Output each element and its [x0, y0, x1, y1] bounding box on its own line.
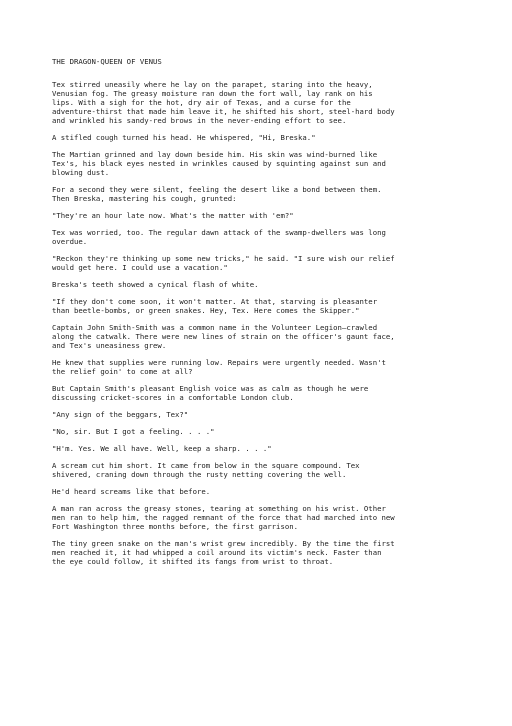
- text-line: Then Breska, mastering his cough, grunted:: [52, 194, 237, 203]
- text-line: Tex stirred uneasily where he lay on the parapet, staring into the heavy,: [52, 80, 373, 89]
- text-line: But Captain Smith's pleasant English voice was as calm as though he were: [52, 384, 369, 393]
- paragraph-list: [52, 80, 472, 566]
- text-line: "They're an hour late now. What's the matter with 'em?": [52, 211, 294, 220]
- paragraph: [52, 539, 472, 566]
- text-line: "Any sign of the beggars, Tex?": [52, 410, 189, 419]
- paragraph: [52, 384, 472, 402]
- text-line: overdue.: [52, 237, 88, 246]
- text-line: "Reckon they're thinking up some new tricks," he said. "I sure wish our relief: [52, 254, 395, 263]
- text-line: discussing cricket-scores in a comfortable London club.: [52, 393, 294, 402]
- text-line: than beetle-bombs, or green snakes. Hey, Tex. Here comes the Skipper.": [52, 306, 360, 315]
- paragraph: [52, 444, 472, 453]
- text-line: lips. With a sigh for the hot, dry air of Texas, and a curse for the: [52, 98, 351, 107]
- text-line: and wrinkled his sandy-red brows in the never-ending effort to see.: [52, 116, 347, 125]
- text-line: Tex was worried, too. The regular dawn attack of the swamp-dwellers was long: [52, 228, 386, 237]
- paragraph: [52, 185, 472, 203]
- text-line: along the catwalk. There were new lines of strain on the officer's gaunt face,: [52, 332, 395, 341]
- text-line: A scream cut him short. It came from below in the square compound. Tex: [52, 461, 360, 470]
- text-line: adventure-thirst that made him leave it, he shifted his short, steel-hard body: [52, 107, 395, 116]
- text-line: "If they don't come soon, it won't matter. At that, starving is pleasanter: [52, 297, 378, 306]
- paragraph: [52, 358, 472, 376]
- text-line: A man ran across the greasy stones, tearing at something on his wrist. Other: [52, 504, 386, 513]
- text-line: Fort Washington three months before, the first garrison.: [52, 522, 299, 531]
- text-line: men reached it, it had whipped a coil around its victim's neck. Faster than: [52, 548, 382, 557]
- paragraph: [52, 297, 472, 315]
- text-line: "H'm. Yes. We all have. Well, keep a sharp. . . .": [52, 444, 272, 453]
- paragraph: [52, 504, 472, 531]
- text-line: The Martian grinned and lay down beside him. His skin was wind-burned like: [52, 150, 378, 159]
- paragraph: [52, 410, 472, 419]
- paragraph: [52, 211, 472, 220]
- paragraph: [52, 280, 472, 289]
- document-body: [52, 57, 472, 574]
- text-line: men ran to help him, the ragged remnant of the force that had marched into new: [52, 513, 395, 522]
- text-line: shivered, craning down through the rusty netting covering the well.: [52, 470, 347, 479]
- text-line: the eye could follow, it shifted its fangs from wrist to throat.: [52, 557, 334, 566]
- paragraph: [52, 80, 472, 125]
- document-title: THE DRAGON-QUEEN OF VENUS: [52, 57, 162, 66]
- paragraph: [52, 427, 472, 436]
- text-line: A stifled cough turned his head. He whispered, "Hi, Breska.": [52, 133, 316, 142]
- text-line: Tex's, his black eyes nested in wrinkles caused by squinting against sun and: [52, 159, 386, 168]
- paragraph: [52, 254, 472, 272]
- paragraph: [52, 150, 472, 177]
- paragraph: [52, 323, 472, 350]
- paragraph: [52, 228, 472, 246]
- text-line: For a second they were silent, feeling the desert like a bond between them.: [52, 185, 382, 194]
- text-line: blowing dust.: [52, 168, 110, 177]
- paragraph: [52, 487, 472, 496]
- text-line: and Tex's uneasiness grew.: [52, 341, 167, 350]
- text-line: Breska's teeth showed a cynical flash of white.: [52, 280, 259, 289]
- text-line: would get here. I could use a vacation.": [52, 263, 228, 272]
- text-line: The tiny green snake on the man's wrist grew incredibly. By the time the first: [52, 539, 395, 548]
- text-line: Venusian fog. The greasy moisture ran down the fort wall, lay rank on his: [52, 89, 373, 98]
- text-line: "No, sir. But I got a feeling. . . .": [52, 427, 215, 436]
- text-line: He'd heard screams like that before.: [52, 487, 211, 496]
- text-line: the relief goin' to come at all?: [52, 367, 193, 376]
- paragraph: [52, 461, 472, 479]
- paragraph: [52, 133, 472, 142]
- text-line: He knew that supplies were running low. Repairs were urgently needed. Wasn't: [52, 358, 386, 367]
- text-line: Captain John Smith-Smith was a common name in the Volunteer Legion—crawled: [52, 323, 378, 332]
